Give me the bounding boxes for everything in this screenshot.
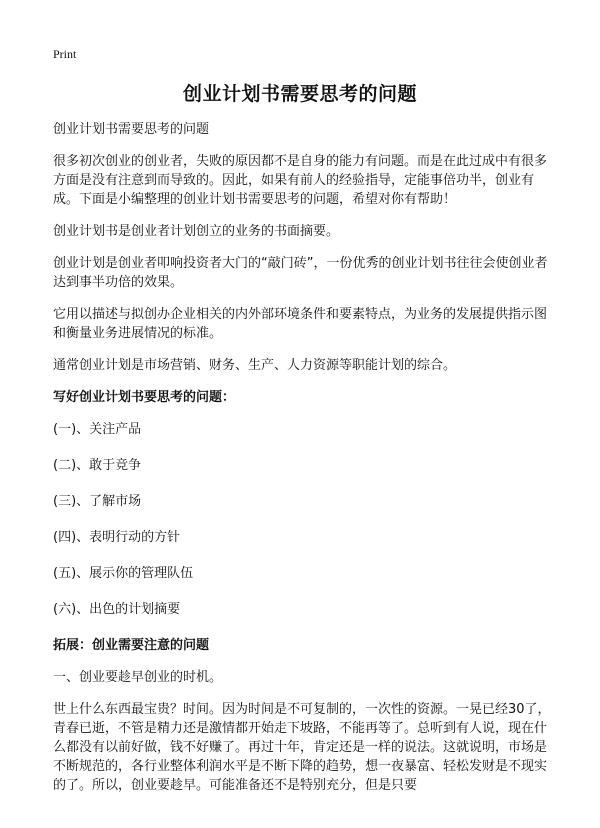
list-item: (六)、出色的计划摘要 bbox=[53, 602, 181, 617]
list-item: (四)、表明行动的方针 bbox=[53, 530, 181, 545]
definition-paragraph: 创业计划书是创业者计划创立的业务的书面摘要。 bbox=[53, 224, 340, 239]
document-body bbox=[53, 120, 553, 808]
section-heading: 写好创业计划书要思考的问题： bbox=[53, 390, 236, 405]
point-heading: 一、创业要趁早创业的时机。 bbox=[53, 670, 223, 685]
list-item: (五)、展示你的管理队伍 bbox=[53, 566, 194, 581]
subtitle-paragraph: 创业计划书需要思考的问题 bbox=[53, 122, 210, 137]
summary-paragraph: 通常创业计划是市场营销、财务、生产、人力资源等职能计划的综合。 bbox=[53, 358, 457, 373]
document-title: 创业计划书需要思考的问题 bbox=[182, 83, 417, 105]
list-item: (一)、关注产品 bbox=[53, 422, 142, 437]
purpose-paragraph: 它用以描述与拟创办企业相关的内外部环境条件和要素特点，为业务的发展提供指示图和衡量业务进展情况的标准。 bbox=[53, 307, 548, 341]
importance-paragraph: 创业计划是创业者叩响投资者大门的“敲门砖”，一份优秀的创业计划书往往会使创业者达到事半功倍的效果。 bbox=[53, 256, 548, 290]
section-heading: 拓展：创业需要注意的问题 bbox=[53, 638, 210, 653]
body-paragraph: 世上什么东西最宝贵？时间。因为时间是不可复制的，一次性的资源。一晃已经30了，青春已逝，不管是精力还是激情都开始走下坡路，不能再等了。总听到有人说，现在什么都没有以前好做，钱不好赚了。再过十年，肯定还是一样的说法。这就说明，市场是不断规范的，各行业整体利润水平是不断下降的趋势，想一夜暴富、轻松发财是不现实的了。所以，创业要趁早。可能准备还不是特别充分，但是只要 bbox=[53, 702, 551, 793]
list-item: (二)、敢于竞争 bbox=[53, 458, 142, 473]
print-label: Print bbox=[53, 47, 77, 61]
intro-paragraph: 很多初次创业的创业者，失败的原因都不是自身的能力有问题。而是在此过成中有很多方面是没有注意到而导致的。因此，如果有前人的经验指导，定能事倍功半，创业有成。下面是小编整理的创业计划书需要思考的问题，希望对你有帮助！ bbox=[53, 154, 548, 207]
list-item: (三)、了解市场 bbox=[53, 494, 142, 509]
